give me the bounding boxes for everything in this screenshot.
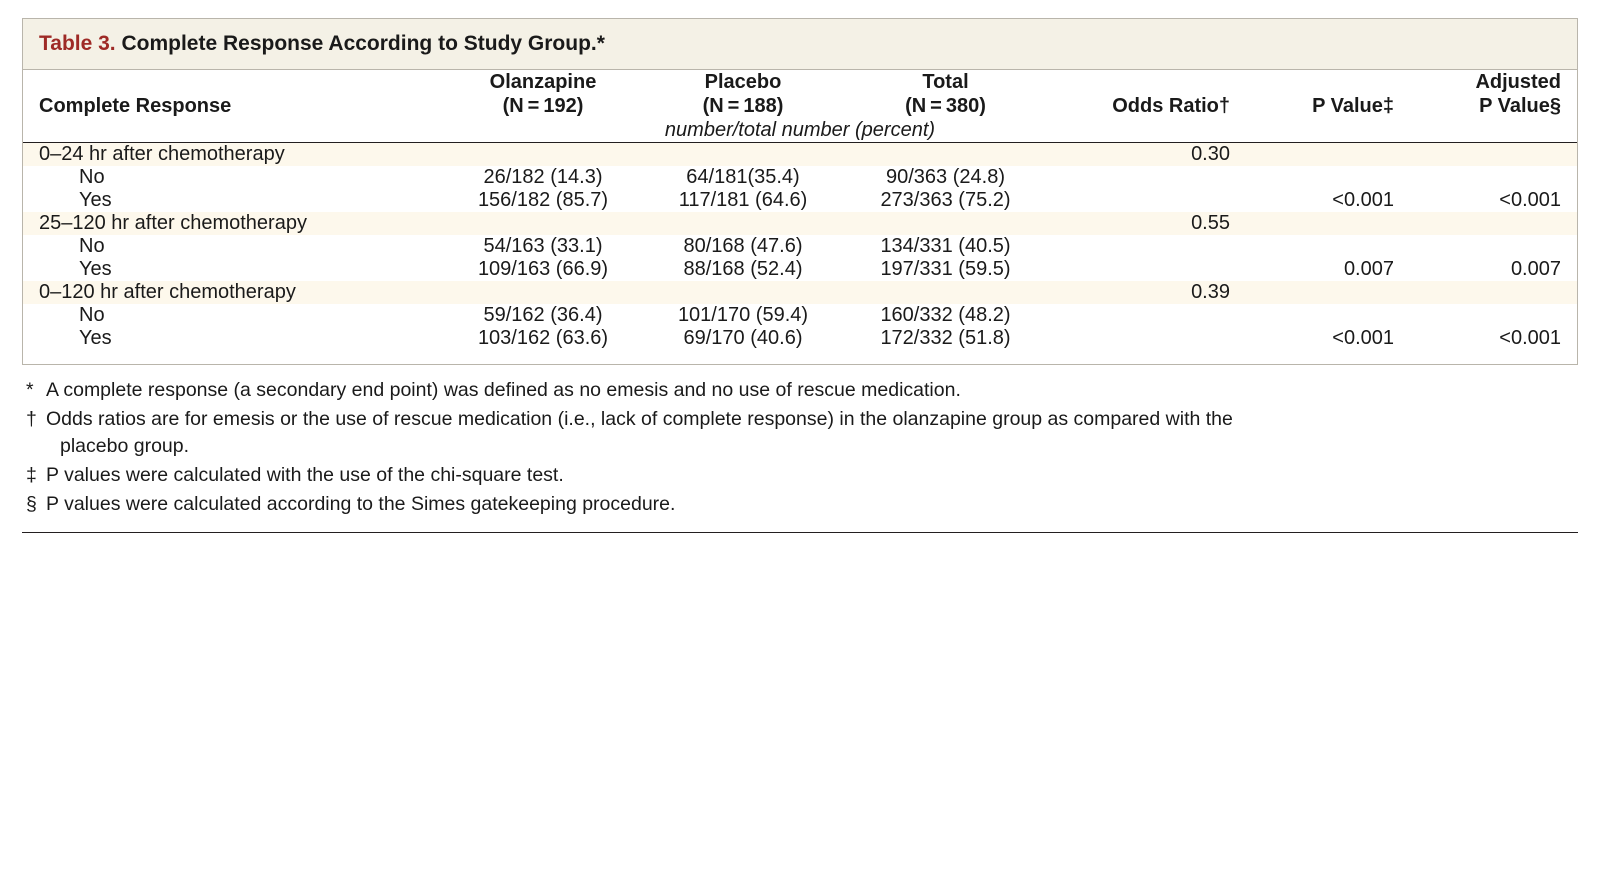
cell-total: 134/331 (40.5) — [843, 235, 1048, 258]
row-label: 0–120 hr after chemotherapy — [23, 281, 443, 304]
footnote-item — [26, 406, 1576, 461]
cell-total — [843, 281, 1048, 304]
cell-olanzapine — [443, 142, 643, 166]
row-label: No — [23, 166, 443, 189]
table-row — [23, 142, 1577, 166]
cell-placebo: 101/170 (59.4) — [643, 304, 843, 327]
cell-odds-ratio — [1048, 304, 1248, 327]
column-header-total-line1: Total — [922, 71, 969, 94]
table-body — [23, 142, 1577, 364]
row-label: Yes — [23, 258, 443, 281]
column-header-olanzapine — [443, 70, 643, 119]
cell-olanzapine — [443, 281, 643, 304]
cell-adjusted-p-value — [1418, 304, 1577, 327]
cell-total — [843, 212, 1048, 235]
row-label: No — [23, 304, 443, 327]
column-header-adjusted-p-value-line1: Adjusted — [1475, 71, 1561, 94]
footnote-text-continuation: placebo group. — [60, 435, 190, 458]
table-container — [22, 18, 1578, 365]
column-header-p-value: P Value‡ — [1312, 95, 1394, 118]
footnote-marker: * — [26, 378, 34, 401]
footnotes — [26, 377, 1576, 518]
cell-placebo: 69/170 (40.6) — [643, 327, 843, 364]
cell-placebo — [643, 142, 843, 166]
cell-odds-ratio — [1048, 189, 1248, 212]
row-label: 25–120 hr after chemotherapy — [23, 212, 443, 235]
footnote-item — [26, 377, 1576, 405]
row-label: 0–24 hr after chemotherapy — [23, 142, 443, 166]
cell-adjusted-p-value — [1418, 212, 1577, 235]
column-header-olanzapine-line2: (N = 192) — [502, 95, 584, 118]
cell-adjusted-p-value — [1418, 281, 1577, 304]
data-table — [23, 70, 1577, 364]
cell-p-value — [1248, 304, 1418, 327]
column-header-adjusted-p-value-line2: P Value§ — [1479, 95, 1561, 118]
cell-placebo: 64/181(35.4) — [643, 166, 843, 189]
table-row — [23, 327, 1577, 364]
table-number-label: Table 3. — [39, 32, 116, 55]
cell-placebo — [643, 212, 843, 235]
cell-placebo: 88/168 (52.4) — [643, 258, 843, 281]
cell-p-value — [1248, 212, 1418, 235]
table-row — [23, 304, 1577, 327]
cell-odds-ratio: 0.39 — [1048, 281, 1248, 304]
cell-total: 273/363 (75.2) — [843, 189, 1048, 212]
cell-olanzapine: 59/162 (36.4) — [443, 304, 643, 327]
cell-adjusted-p-value — [1418, 235, 1577, 258]
cell-total: 160/332 (48.2) — [843, 304, 1048, 327]
cell-odds-ratio — [1048, 327, 1248, 364]
footnote-text-main: Odds ratios are for emesis or the use of rescue medication (i.e., lack of complete response) in the olanzapine group as compared with the — [46, 407, 1233, 430]
column-header-total — [843, 70, 1048, 119]
footnote-text: P values were calculated according to the Simes gatekeeping procedure. — [46, 492, 676, 515]
cell-odds-ratio — [1048, 258, 1248, 281]
cell-odds-ratio — [1048, 235, 1248, 258]
cell-p-value — [1248, 235, 1418, 258]
cell-olanzapine: 54/163 (33.1) — [443, 235, 643, 258]
row-label: Yes — [23, 189, 443, 212]
units-row — [23, 119, 1577, 143]
cell-total: 197/331 (59.5) — [843, 258, 1048, 281]
cell-placebo: 80/168 (47.6) — [643, 235, 843, 258]
cell-total: 90/363 (24.8) — [843, 166, 1048, 189]
cell-p-value: 0.007 — [1248, 258, 1418, 281]
column-header-complete-response: Complete Response — [39, 95, 232, 118]
table-row — [23, 212, 1577, 235]
cell-p-value — [1248, 281, 1418, 304]
row-label: Yes — [23, 327, 443, 364]
bottom-divider — [22, 532, 1578, 533]
cell-p-value — [1248, 166, 1418, 189]
table-row — [23, 235, 1577, 258]
page-title: Complete Response According to Study Group.* — [115, 32, 605, 55]
column-header-adjusted-p-value — [1418, 70, 1577, 119]
column-header-placebo — [643, 70, 843, 119]
footnote-marker: ‡ — [26, 463, 37, 486]
table-row — [23, 189, 1577, 212]
footnote-marker: § — [26, 492, 37, 515]
cell-odds-ratio: 0.55 — [1048, 212, 1248, 235]
cell-odds-ratio: 0.30 — [1048, 142, 1248, 166]
column-header-total-line2: (N = 380) — [905, 95, 986, 118]
cell-olanzapine: 103/162 (63.6) — [443, 327, 643, 364]
column-header-placebo-line2: (N = 188) — [702, 95, 784, 118]
table-row — [23, 166, 1577, 189]
footnote-item — [26, 491, 1576, 519]
cell-adjusted-p-value — [1418, 142, 1577, 166]
cell-total — [843, 142, 1048, 166]
footnote-item — [26, 462, 1576, 490]
table-row — [23, 281, 1577, 304]
units-label: number/total number (percent) — [23, 119, 1577, 143]
cell-olanzapine: 26/182 (14.3) — [443, 166, 643, 189]
footnote-text: P values were calculated with the use of the chi-square test. — [46, 463, 564, 486]
cell-p-value: <0.001 — [1248, 327, 1418, 364]
cell-total: 172/332 (51.8) — [843, 327, 1048, 364]
cell-odds-ratio — [1048, 166, 1248, 189]
footnote-text — [46, 406, 1576, 461]
cell-olanzapine — [443, 212, 643, 235]
cell-adjusted-p-value: <0.001 — [1418, 189, 1577, 212]
cell-adjusted-p-value: <0.001 — [1418, 327, 1577, 364]
cell-adjusted-p-value: 0.007 — [1418, 258, 1577, 281]
row-label: No — [23, 235, 443, 258]
cell-olanzapine: 156/182 (85.7) — [443, 189, 643, 212]
table-row — [23, 258, 1577, 281]
cell-adjusted-p-value — [1418, 166, 1577, 189]
cell-placebo — [643, 281, 843, 304]
table-box — [22, 18, 1578, 365]
cell-olanzapine: 109/163 (66.9) — [443, 258, 643, 281]
table-title-bar — [23, 19, 1577, 70]
column-header-olanzapine-line1: Olanzapine — [489, 71, 597, 94]
footnote-text: A complete response (a secondary end point) was defined as no emesis and no use of rescue medication. — [46, 378, 961, 401]
cell-placebo: 117/181 (64.6) — [643, 189, 843, 212]
cell-p-value — [1248, 142, 1418, 166]
table-header-row — [23, 70, 1577, 119]
cell-p-value: <0.001 — [1248, 189, 1418, 212]
column-header-placebo-line1: Placebo — [704, 71, 782, 94]
column-header-odds-ratio: Odds Ratio† — [1112, 95, 1230, 118]
footnote-marker: † — [26, 407, 37, 430]
